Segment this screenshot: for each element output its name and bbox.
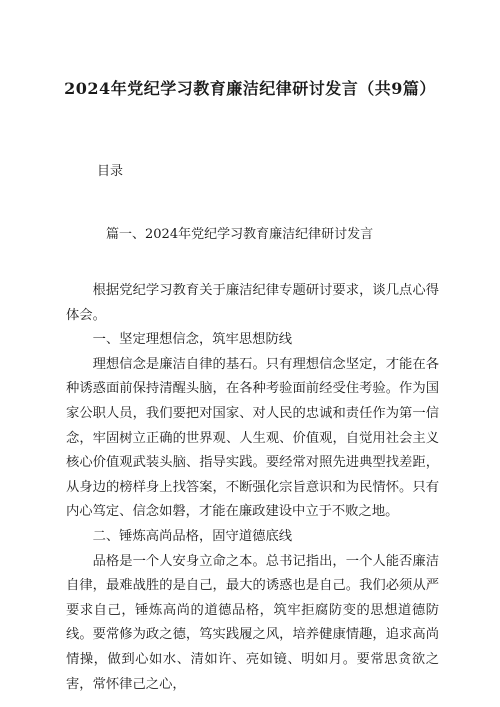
toc-item[interactable]: 篇一、2024年党纪学习教育廉洁纪律研讨发言 xyxy=(106,227,374,242)
document-title: 2024年党纪学习教育廉洁纪律研讨发言（共9篇） xyxy=(64,79,436,98)
toc-label: 目录 xyxy=(97,164,124,179)
section-heading: 一、坚定理想信念，筑牢思想防线 xyxy=(92,332,293,348)
paragraph: 品格是一个人安身立命之本。总书记指出，一个人能否廉洁自律，最难战胜的是自己，最大的诱惑也是自己。我们必须从严要求自己，锤炼高尚的道德品格，筑牢拒腐防变的思想道德防线。要常修为政之德，笃实践履之风，培养健康情趣，追求高尚情操，做到心如水、清如许、亮如镜、明如月。要常思贪欲之害，常怀律己之心， xyxy=(66,553,439,692)
section-heading: 二、锤炼高尚品格，固守道德底线 xyxy=(92,528,293,544)
paragraph: 理想信念是廉洁自律的基石。只有理想信念坚定，才能在各种诱惑面前保持清醒头脑，在各种考验面前经受住考验。作为国家公职人员，我们要把对国家、对人民的忠诚和责任作为第一信念，牢固树立正确的世界观、人生观、价值观，自觉用社会主义核心价值观武装头脑、指导实践。要经常对照先进典型找差距，从身边的榜样身上找答案，不断强化宗旨意识和为民情怀。只有内心笃定、信念如磐，才能在廉政建设中立于不败之地。 xyxy=(66,356,439,520)
document-body xyxy=(66,279,439,697)
paragraph: 根据党纪学习教育关于廉洁纪律专题研讨要求，谈几点心得体会。 xyxy=(66,283,439,323)
